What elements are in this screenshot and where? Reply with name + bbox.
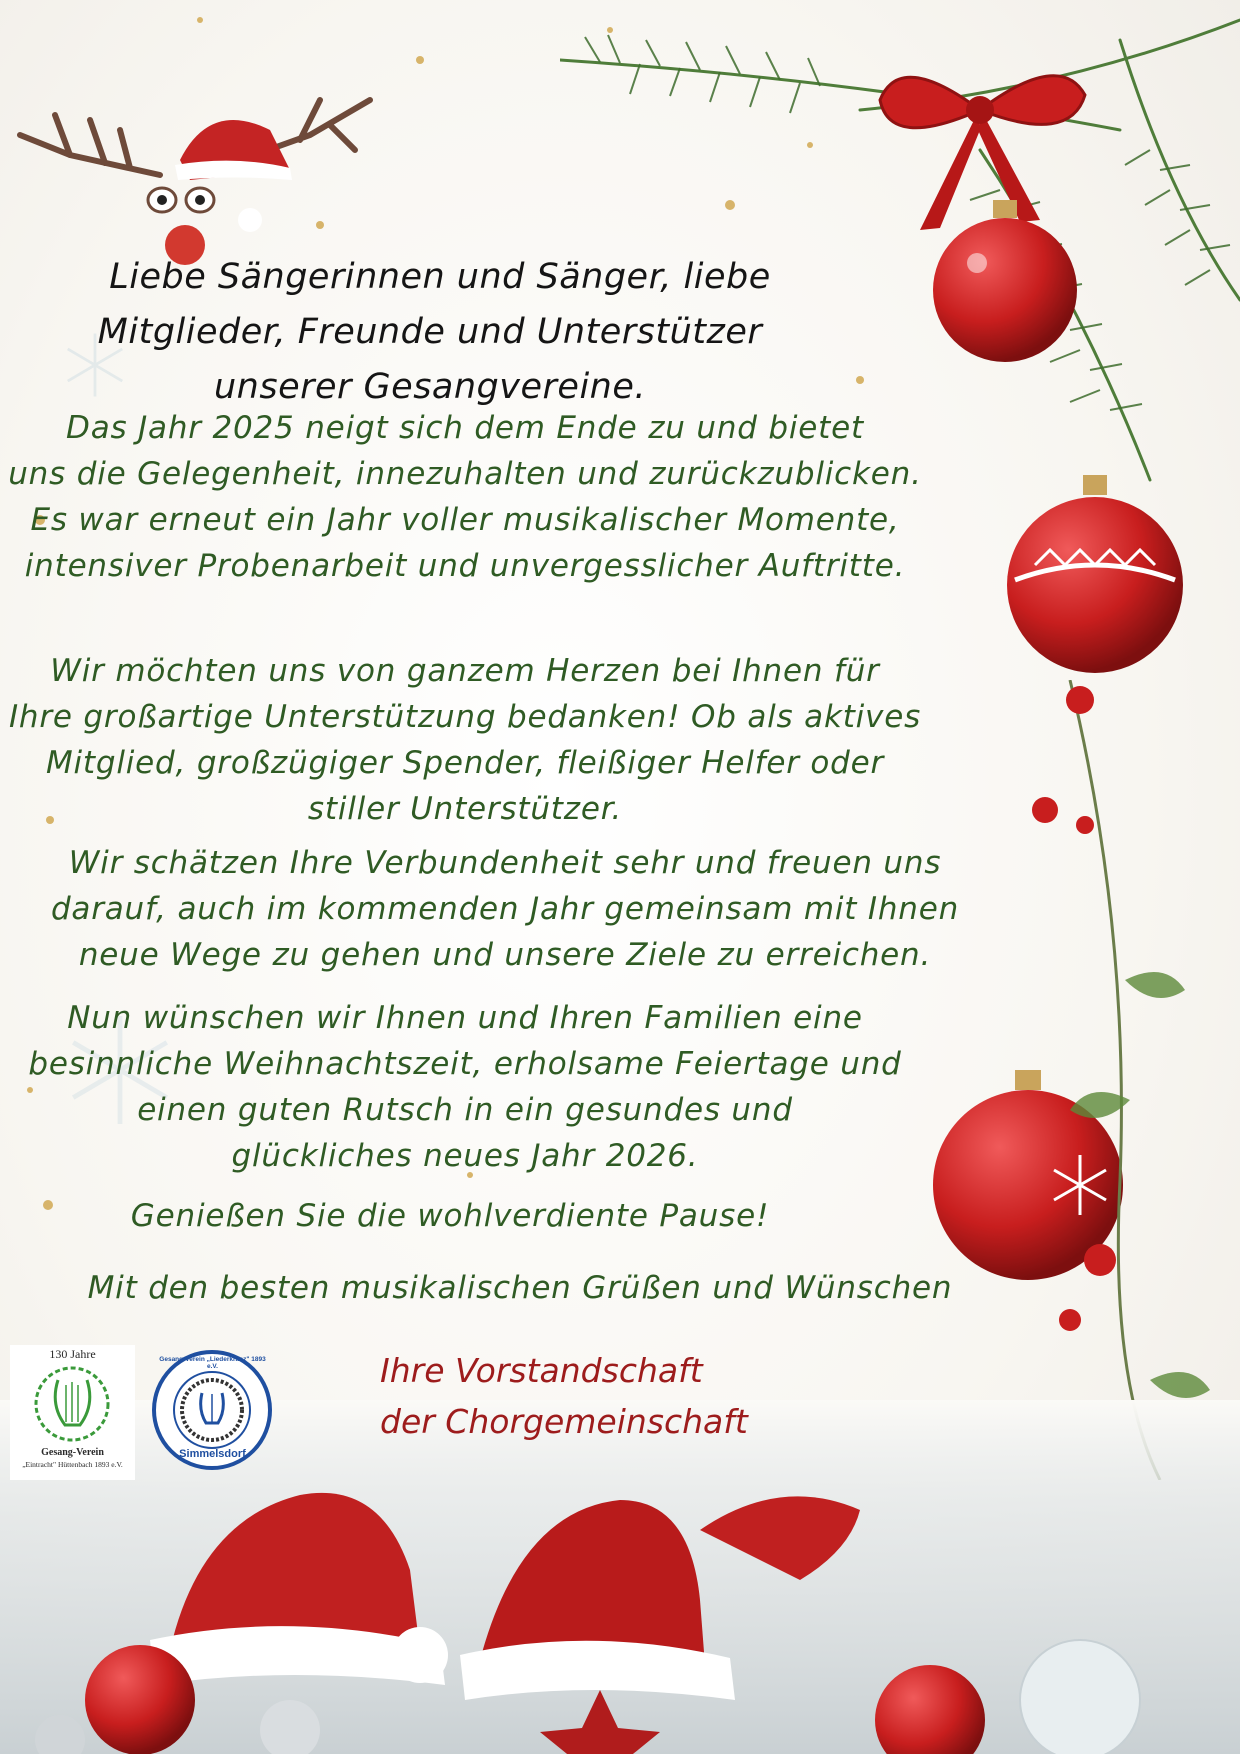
paragraph-line: Wir möchten uns von ganzem Herzen bei Ihnen für bbox=[50, 653, 880, 689]
logo-ring-text: Gesang-Verein „Liederkranz" 1893 e.V. bbox=[159, 1356, 266, 1370]
logo-liederkranz bbox=[150, 1348, 275, 1473]
bauble-icon bbox=[995, 470, 1195, 680]
paragraph-line: Mit den besten musikalischen Grüßen und Wünschen bbox=[87, 1270, 953, 1306]
paragraph-wishes bbox=[0, 995, 930, 1179]
reindeer-icon bbox=[10, 40, 390, 270]
paragraph-line: einen guten Rutsch in ein gesundes und bbox=[137, 1092, 793, 1128]
paragraph-year-review bbox=[0, 405, 930, 589]
closing-line bbox=[60, 1265, 980, 1311]
paragraph-line: neue Wege zu gehen und unsere Ziele zu erreichen. bbox=[78, 937, 932, 973]
paragraph-line: besinnliche Weihnachtszeit, erholsame Feiertage und bbox=[28, 1046, 902, 1082]
paragraph-line: uns die Gelegenheit, innezuhalten und zurückzublicken. bbox=[8, 456, 922, 492]
paragraph-line: Mitglied, großzügiger Spender, fleißiger Helfer oder bbox=[45, 745, 885, 781]
lyre-icon bbox=[30, 1360, 115, 1445]
paragraph-line: Es war erneut ein Jahr voller musikalischer Momente, bbox=[30, 502, 900, 538]
logo-bottom-text: „Eintracht" Hüttenbach 1893 e.V. bbox=[22, 1460, 123, 1469]
paragraph-line: stiller Unterstützer. bbox=[307, 791, 623, 827]
paragraph-future bbox=[0, 840, 1010, 978]
paragraph-line: Genießen Sie die wohlverdiente Pause! bbox=[130, 1198, 770, 1234]
logo-eintracht bbox=[10, 1345, 135, 1480]
holly-berry-icon bbox=[1010, 680, 1240, 1480]
paragraph-line: intensiver Probenarbeit und unvergesslicher Auftritte. bbox=[24, 548, 906, 584]
logo-top-text: 130 Jahre bbox=[49, 1347, 96, 1361]
logo-bottom-text: Gesang-Verein bbox=[41, 1447, 104, 1458]
paragraph-line: Das Jahr 2025 neigt sich dem Ende zu und bietet bbox=[66, 410, 864, 446]
paragraph-thanks bbox=[0, 648, 930, 832]
paragraph-line: Ihre großartige Unterstützung bedanken! Ob als aktives bbox=[8, 699, 922, 735]
greeting bbox=[0, 250, 860, 415]
signature bbox=[380, 1345, 900, 1447]
paragraph-line: glückliches neues Jahr 2026. bbox=[231, 1138, 699, 1174]
bauble-icon bbox=[925, 195, 1085, 370]
signature-line: der Chorgemeinschaft bbox=[380, 1402, 748, 1441]
paragraph-line: Wir schätzen Ihre Verbundenheit sehr und freuen uns bbox=[68, 845, 942, 881]
paragraph-pause bbox=[0, 1193, 900, 1239]
logo-bottom-text: Simmelsdorf bbox=[179, 1448, 246, 1460]
greeting-line: Mitglieder, Freunde und Unterstützer bbox=[97, 312, 763, 352]
paragraph-line: Nun wünschen wir Ihnen und Ihren Familien eine bbox=[67, 1000, 863, 1036]
paragraph-line: darauf, auch im kommenden Jahr gemeinsam mit Ihnen bbox=[50, 891, 960, 927]
signature-line: Ihre Vorstandschaft bbox=[380, 1351, 703, 1390]
greeting-line: Liebe Sängerinnen und Sänger, liebe bbox=[109, 257, 771, 297]
greeting-line: unserer Gesangvereine. bbox=[213, 367, 647, 407]
